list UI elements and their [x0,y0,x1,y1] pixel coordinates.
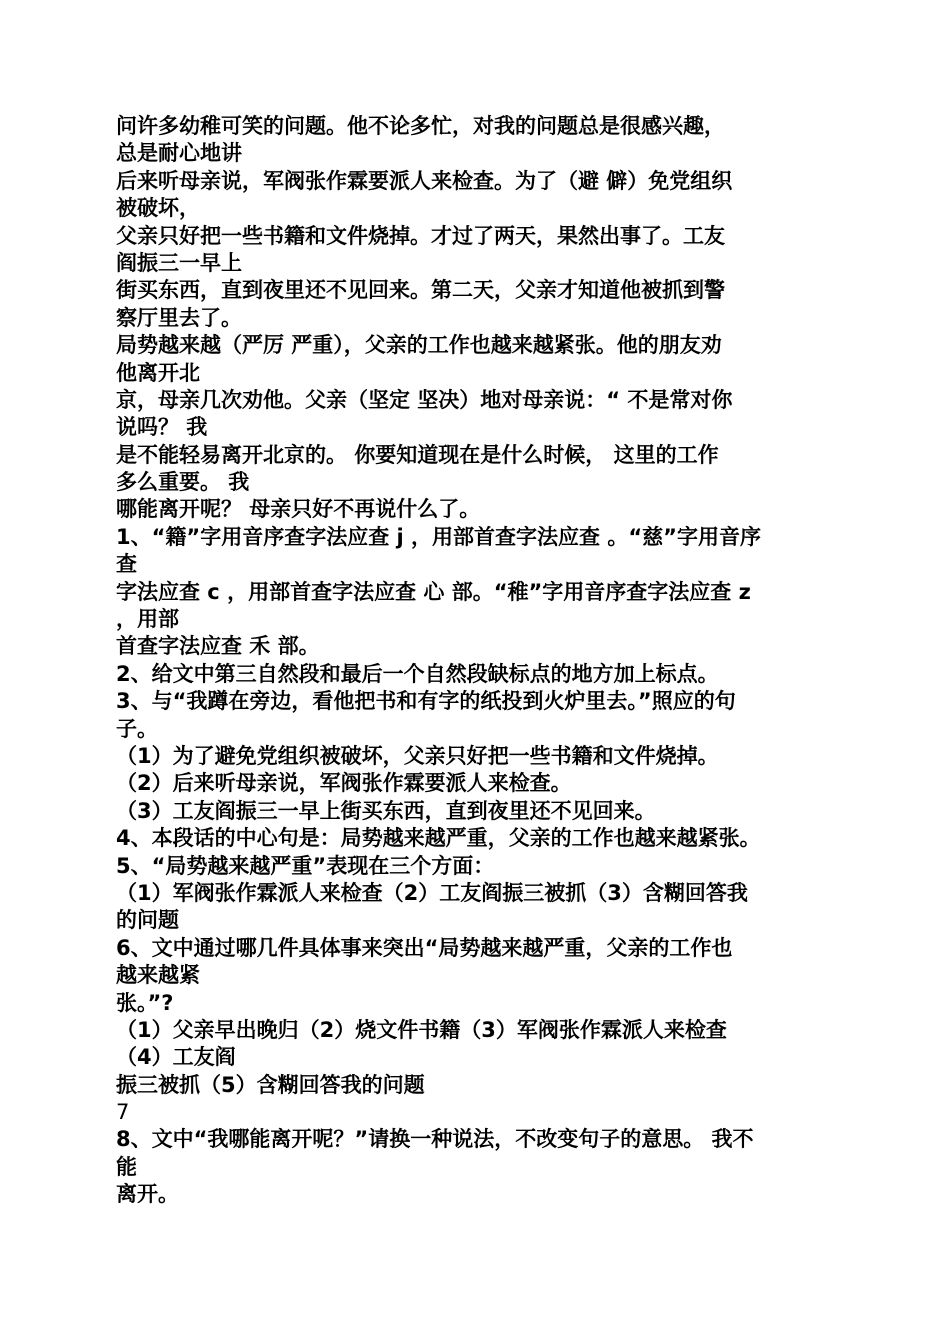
text-line: 父亲只好把一些书籍和文件烧掉。才过了两天，果然出事了。工友 [116,223,725,248]
question-line: 5、“局势越来越严重”表现在三个方面： [116,853,495,878]
question-line: 越来越紧 [116,963,200,988]
answer-line: （1）父亲早出晚归（2）烧文件书籍（3）军阀张作霖派人来检查 [116,1017,727,1042]
question-line: 1、“籍”字用音序查字法应查 j ，用部首查字法应查 。“慈”字用音序 [116,524,761,549]
text-line: 是不能轻易离开北京的。 你要知道现在是什么时候， 这里的工作 [116,442,719,467]
answer-line: 离开。 [116,1182,179,1207]
text-line: 问许多幼稚可笑的问题。他不论多忙，对我的问题总是很感兴趣， [116,114,725,138]
question-line: 字法应查 c ，用部首查字法应查 心 部。“稚”字用音序查字法应查 z [116,579,751,604]
question-line: 首查字法应查 禾 部。 [116,634,320,659]
question-line: 2、给文中第三自然段和最后一个自然段缺标点的地方加上标点。 [116,661,719,686]
text-line: 被破坏， [116,196,200,221]
answer-line: 的问题 [116,908,179,933]
question-line: 能 [116,1154,137,1179]
answer-line: （4）工友阎 [116,1045,236,1070]
answer-line: （1）军阀张作霖派人来检查（2）工友阎振三被抓（3）含糊回答我 [116,880,748,905]
text-line: 说吗？ 我 [116,415,208,440]
text-line: 局势越来越（严厉 严重），父亲的工作也越来越紧张。他的朋友劝 [116,333,722,358]
text-line: 京，母亲几次劝他。父亲（坚定 坚决）地对母亲说：“ 不是常对你 [116,387,733,412]
document-text [116,113,856,1209]
text-line: 街买东西，直到夜里还不见回来。第二天，父亲才知道他被抓到警 [116,278,725,303]
text-line: 后来听母亲说，军阀张作霖要派人来检查。为了（避 僻）免党组织 [116,168,733,193]
text-line: 察厅里去了。 [116,305,242,330]
question-line: ，用部 [116,607,179,632]
question-line: 6、文中通过哪几件具体事来突出“局势越来越严重，父亲的工作也 [116,935,733,960]
question-line: 3、与“我蹲在旁边，看他把书和有字的纸投到火炉里去。”照应的句 [116,689,736,714]
question-line: 8、文中“我哪能离开呢？”请换一种说法，不改变句子的意思。 我不 [116,1127,754,1152]
answer-line: （1）为了避免党组织被破坏，父亲只好把一些书籍和文件烧掉。 [116,743,719,768]
answer-line: （3）工友阎振三一早上街买东西，直到夜里还不见回来。 [116,798,656,823]
question-line: 查 [116,552,137,577]
question-line: 4、本段话的中心句是：局势越来越严重，父亲的工作也越来越紧张。 [116,826,761,851]
answer-line: 振三被抓（5）含糊回答我的问题 [116,1072,425,1097]
text-line: 哪能离开呢？ 母亲只好不再说什么了。 [116,497,481,522]
question-line: 子。 [116,716,158,741]
text-line: 他离开北 [116,360,200,385]
answer-line: （2）后来听母亲说，军阀张作霖要派人来检查。 [116,771,572,796]
text-line: 多么重要。 我 [116,470,250,495]
question-line: 张。”? [116,990,174,1015]
text-line: 阎振三一早上 [116,250,242,275]
question-number: 7 [116,1100,130,1125]
text-line: 总是耐心地讲 [116,141,242,166]
